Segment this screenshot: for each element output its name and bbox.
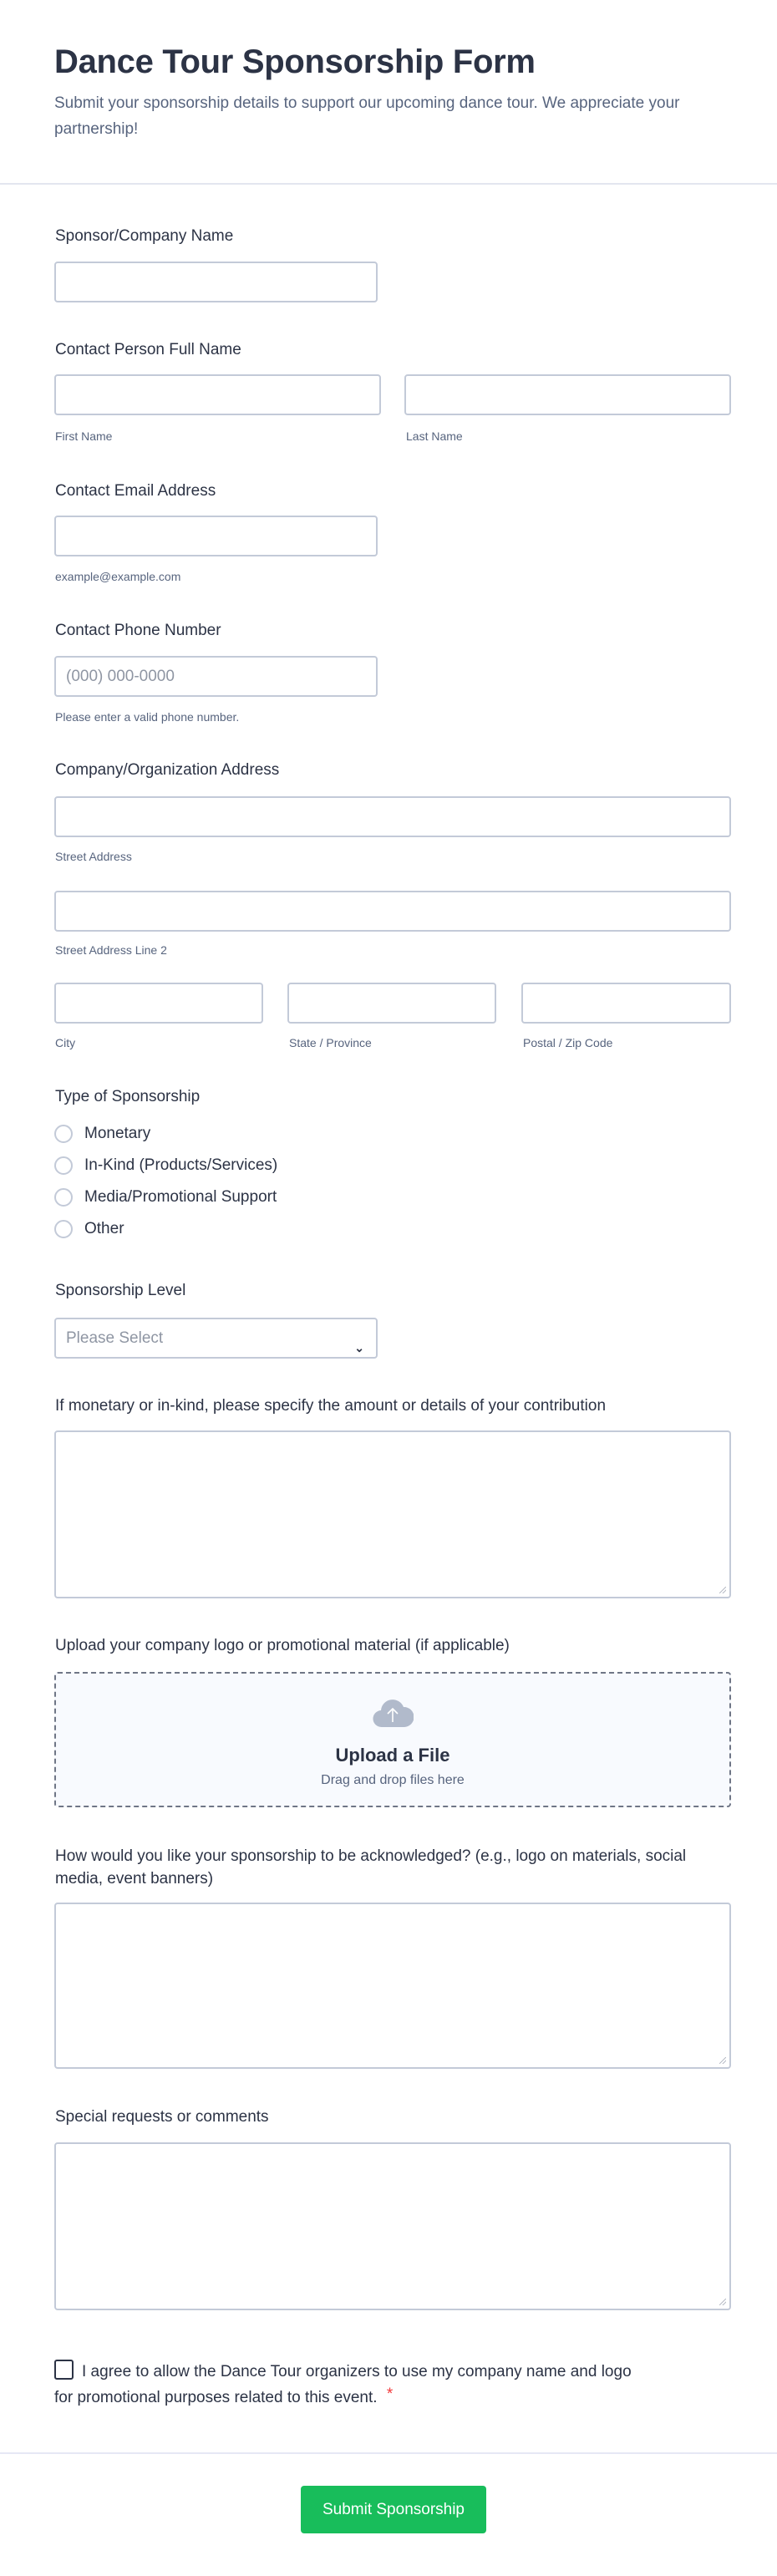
street-address-line2-input[interactable] <box>54 891 731 932</box>
email-input[interactable] <box>54 516 378 556</box>
file-upload-dropzone[interactable] <box>54 1672 731 1807</box>
first-name-input[interactable] <box>54 374 381 415</box>
radio-label: Media/Promotional Support <box>84 1188 277 1206</box>
radio-button[interactable] <box>54 1156 73 1175</box>
email-label: Contact Email Address <box>55 482 216 500</box>
acknowledge-textarea[interactable] <box>54 1903 731 2069</box>
resize-handle-icon[interactable] <box>719 2057 726 2064</box>
street-address-input[interactable] <box>54 796 731 837</box>
resize-handle-icon[interactable] <box>719 2299 726 2305</box>
page-title: Dance Tour Sponsorship Form <box>54 43 536 80</box>
radio-button[interactable] <box>54 1220 73 1238</box>
city-sublabel: City <box>55 1036 76 1049</box>
contribution-label: If monetary or in-kind, please specify the amount or details of your contribution <box>55 1397 607 1415</box>
zip-input[interactable] <box>521 983 731 1024</box>
radio-label: Monetary <box>84 1125 151 1142</box>
contribution-textarea[interactable] <box>54 1430 731 1598</box>
address-label: Company/Organization Address <box>55 761 280 779</box>
resize-handle-icon[interactable] <box>719 1587 726 1593</box>
chevron-down-icon: ⌄ <box>354 1341 364 1354</box>
email-sublabel: example@example.com <box>55 570 181 583</box>
select-placeholder: Please Select <box>66 1329 164 1347</box>
zip-sublabel: Postal / Zip Code <box>523 1036 613 1049</box>
cloud-upload-icon <box>372 1695 414 1729</box>
radio-option-media[interactable] <box>54 1188 277 1207</box>
comments-textarea[interactable] <box>54 2142 731 2310</box>
sponsorship-level-label: Sponsorship Level <box>55 1282 186 1299</box>
consent-field <box>54 2360 639 2409</box>
first-name-sublabel: First Name <box>55 429 113 443</box>
radio-option-other[interactable] <box>54 1220 124 1238</box>
sponsorship-level-select[interactable] <box>54 1318 378 1359</box>
last-name-input[interactable] <box>404 374 731 415</box>
last-name-sublabel: Last Name <box>406 429 463 443</box>
upload-title: Upload a File <box>335 1745 450 1766</box>
phone-sublabel: Please enter a valid phone number. <box>55 710 240 724</box>
submit-button[interactable]: Submit Sponsorship <box>301 2486 486 2533</box>
phone-input[interactable]: (000) 000-0000 <box>54 656 378 697</box>
required-mark: * <box>386 2385 394 2403</box>
footer-divider <box>0 2452 777 2454</box>
city-input[interactable] <box>54 983 263 1024</box>
sponsorship-type-label: Type of Sponsorship <box>55 1088 201 1105</box>
page-subtitle: Submit your sponsorship details to support our upcoming dance tour. We appreciate your partnership! <box>54 94 680 138</box>
radio-option-in-kind[interactable] <box>54 1156 277 1175</box>
radio-label: In-Kind (Products/Services) <box>84 1156 278 1174</box>
state-sublabel: State / Province <box>289 1036 372 1049</box>
upload-label: Upload your company logo or promotional material (if applicable) <box>55 1637 510 1654</box>
company-name-input[interactable] <box>54 262 378 302</box>
radio-option-monetary[interactable] <box>54 1125 150 1143</box>
comments-label: Special requests or comments <box>55 2108 269 2126</box>
consent-label: I agree to allow the Dance Tour organizers to use my company name and logo for promotional purposes related to this event. <box>54 2363 632 2406</box>
radio-button[interactable] <box>54 1188 73 1207</box>
radio-button[interactable] <box>54 1125 73 1143</box>
company-name-label: Sponsor/Company Name <box>55 227 234 245</box>
radio-label: Other <box>84 1220 124 1237</box>
acknowledge-label: How would you like your sponsorship to be acknowledged? (e.g., logo on materials, social media, event banners) <box>55 1847 687 1888</box>
state-input[interactable] <box>287 983 496 1024</box>
consent-checkbox[interactable] <box>54 2360 74 2380</box>
contact-name-label: Contact Person Full Name <box>55 341 241 358</box>
street-address-sublabel: Street Address <box>55 850 132 863</box>
street-address-line2-sublabel: Street Address Line 2 <box>55 943 167 957</box>
phone-label: Contact Phone Number <box>55 622 221 639</box>
upload-hint: Drag and drop files here <box>321 1773 465 1787</box>
header-divider <box>0 183 777 185</box>
